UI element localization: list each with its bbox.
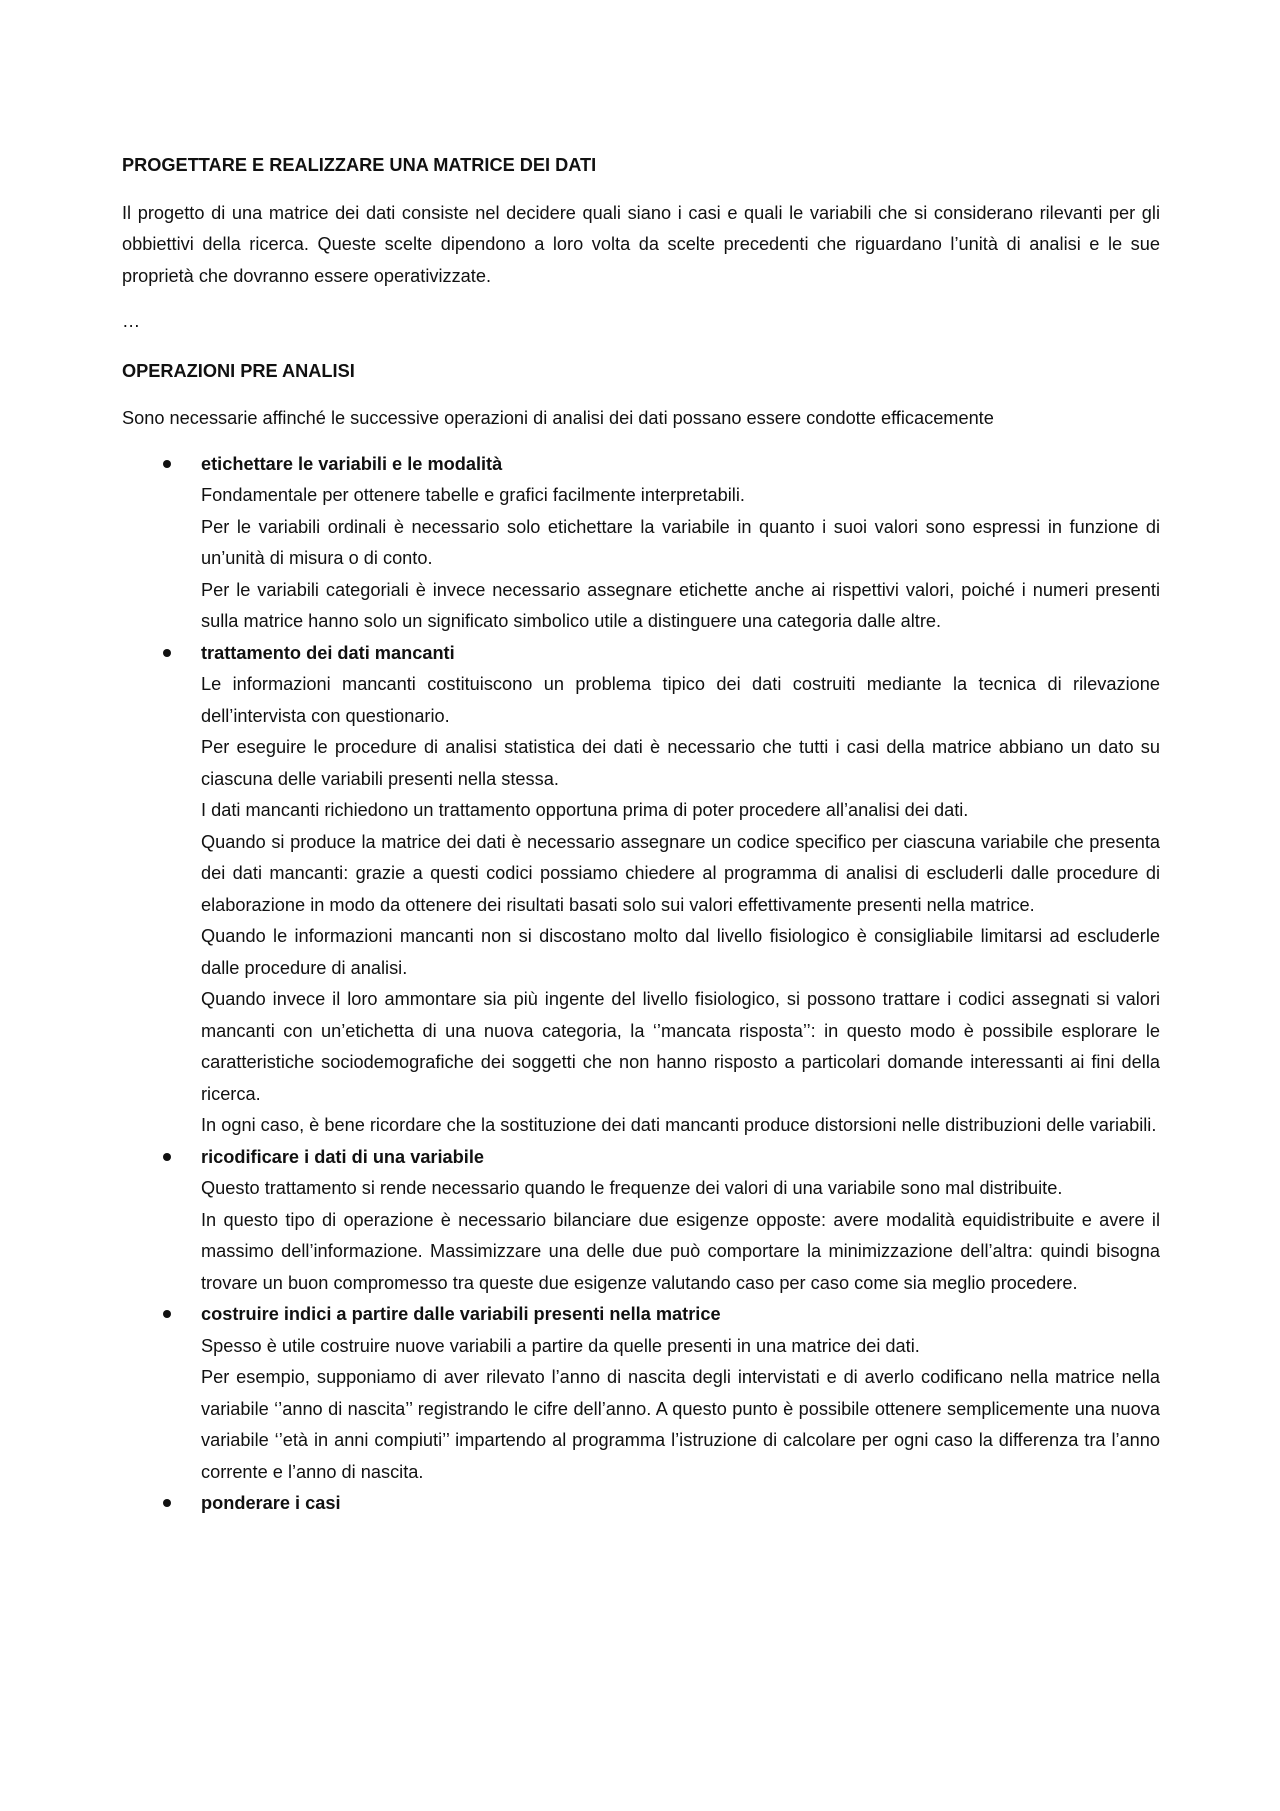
section-title: OPERAZIONI PRE ANALISI	[122, 360, 355, 381]
section-lead: Sono necessarie affinché le successive operazioni di analisi dei dati possano essere condotte efficacemente	[122, 408, 994, 428]
item-title: ricodificare i dati di una variabile	[201, 1146, 485, 1167]
document-title: PROGETTARE E REALIZZARE UNA MATRICE DEI DATI	[122, 155, 597, 175]
item-paragraph: Quando invece il loro ammontare sia più ingente del livello fisiologico, si possono trattare i codici assegnati si valori mancanti con un’etichetta di una nuova categoria, la ‘’mancata risposta’’: in questo modo è possibile esplorare le caratteristiche sociodemografiche dei soggetti che non hanno risposto a particolari domande interessanti ai fini della ricerca.	[201, 989, 1160, 1104]
item-paragraph: Per le variabili ordinali è necessario solo etichettare la variabile in quanto i suoi valori sono espressi in funzione di un’unità di misura o di conto.	[201, 516, 1160, 568]
item-body	[201, 1173, 1160, 1299]
item-paragraph: In questo tipo di operazione è necessario bilanciare due esigenze opposte: avere modalità equidistribuite e avere il massimo dell’informazione. Massimizzare una delle due può comportare la minimizzazione dell’altra: quindi bisogna trovare un buon compromesso tra queste due esigenze valutando caso per caso come sia meglio procedere.	[201, 1209, 1160, 1293]
item-paragraph: Spesso è utile costruire nuove variabili a partire da quelle presenti in una matrice dei dati.	[201, 1335, 920, 1356]
bullet-icon	[163, 1499, 171, 1507]
item-title: trattamento dei dati mancanti	[201, 642, 455, 663]
item-paragraph: Quando si produce la matrice dei dati è necessario assegnare un codice specifico per ciascuna variabile che presenta dei dati mancanti: grazie a questi codici possiamo chiedere al programma di analisi di escluderli dalle procedure di elaborazione in modo da ottenere dei risultati basati solo sui valori effettivamente presenti nella matrice.	[201, 831, 1160, 915]
ellipsis-text: …	[122, 311, 141, 331]
bullet-icon	[163, 1153, 171, 1161]
intro-paragraph: Il progetto di una matrice dei dati consiste nel decidere quali siano i casi e quali le variabili che si considerano rilevanti per gli obbiettivi della ricerca. Queste scelte dipendono a loro volta da scelte precedenti che riguardano l’unità di analisi e le sue proprietà che dovranno essere operativizzate.	[122, 202, 1160, 286]
list-item	[122, 1142, 1160, 1300]
item-body	[201, 480, 1160, 638]
item-title: ponderare i casi	[201, 1493, 341, 1513]
bullet-icon	[163, 649, 171, 657]
bullet-icon	[163, 1310, 171, 1318]
item-title: costruire indici a partire dalle variabili presenti nella matrice	[201, 1304, 721, 1324]
operations-list	[122, 449, 1160, 1520]
item-title: etichettare le variabili e le modalità	[201, 453, 503, 474]
item-paragraph: Per le variabili categoriali è invece necessario assegnare etichette anche ai rispettivi valori, poiché i numeri presenti sulla matrice hanno solo un significato simbolico utile a distinguere una categoria dalle altre.	[201, 579, 1160, 631]
item-paragraph: Fondamentale per ottenere tabelle e grafici facilmente interpretabili.	[201, 485, 745, 505]
item-paragraph: I dati mancanti richiedono un trattamento opportuna prima di poter procedere all’analisi dei dati.	[201, 800, 969, 820]
item-paragraph: Questo trattamento si rende necessario quando le frequenze dei valori di una variabile sono mal distribuite.	[201, 1178, 1063, 1198]
list-item	[122, 1299, 1160, 1488]
item-body	[201, 669, 1160, 1142]
bullet-icon	[163, 460, 171, 468]
item-paragraph: Quando le informazioni mancanti non si discostano molto dal livello fisiologico è consigliabile limitarsi ad escluderle dalle procedure di analisi.	[201, 926, 1160, 978]
item-body	[201, 1331, 1160, 1489]
item-paragraph: Le informazioni mancanti costituiscono un problema tipico dei dati costruiti mediante la tecnica di rilevazione dell’intervista con questionario.	[201, 674, 1160, 726]
item-paragraph: Per eseguire le procedure di analisi statistica dei dati è necessario che tutti i casi della matrice abbiano un dato su ciascuna delle variabili presenti nella stessa.	[201, 737, 1160, 789]
list-item	[122, 638, 1160, 1142]
item-paragraph: Per esempio, supponiamo di aver rilevato l’anno di nascita degli intervistati e di averlo codificano nella matrice nella variabile ‘’anno di nascita’’ registrando le cifre dell’anno. A questo punto è possibile ottenere semplicemente una nuova variabile ‘’età in anni compiuti’’ impartendo al programma l’istruzione di calcolare per ogni caso la differenza tra l’anno corrente e l’anno di nascita.	[201, 1367, 1160, 1482]
list-item	[122, 449, 1160, 638]
list-item	[122, 1488, 1160, 1520]
item-paragraph: In ogni caso, è bene ricordare che la sostituzione dei dati mancanti produce distorsioni nelle distribuzioni delle variabili.	[201, 1115, 1157, 1135]
